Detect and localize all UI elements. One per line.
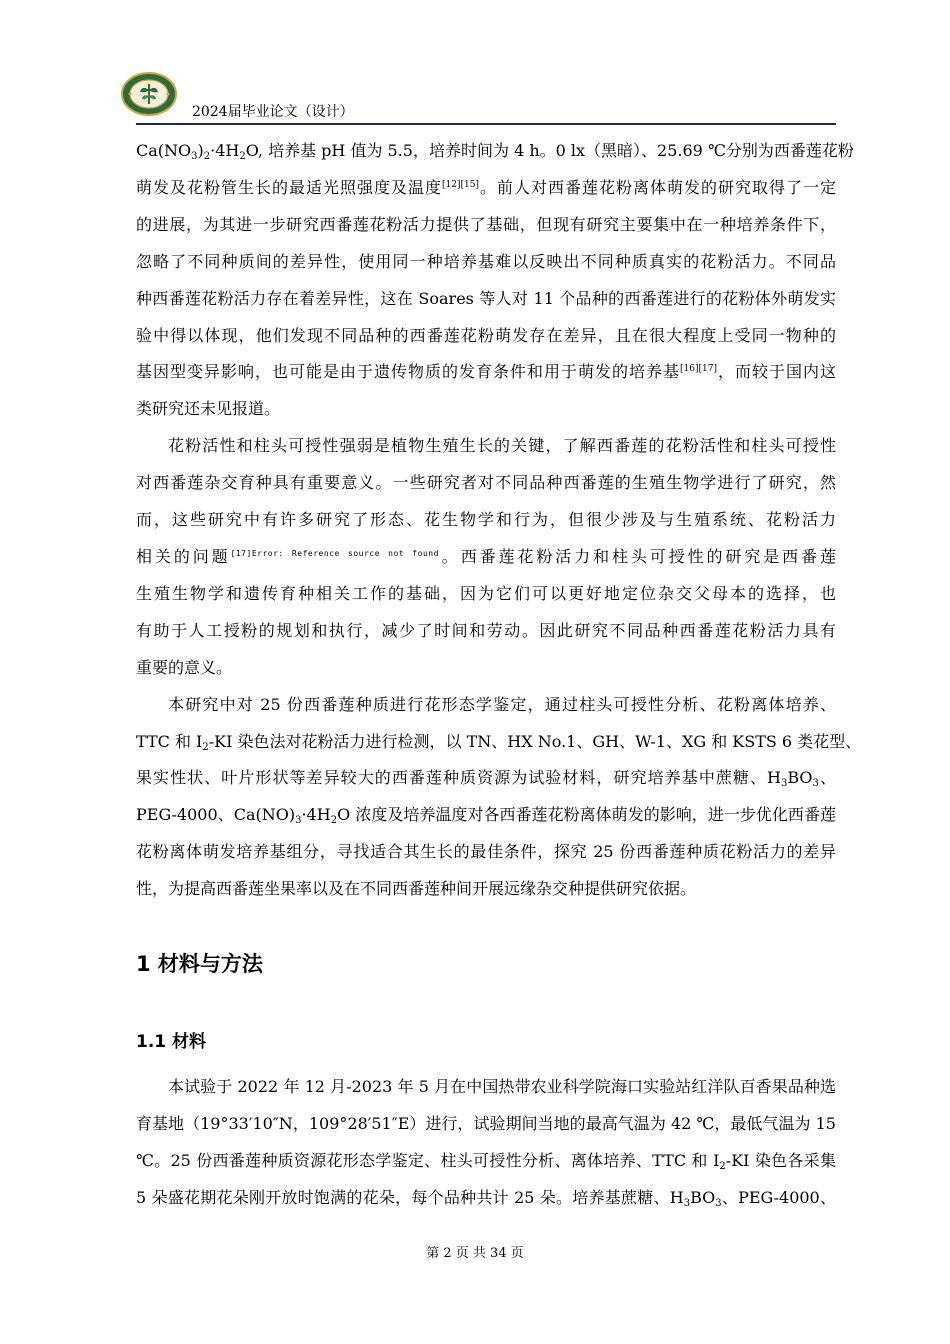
paragraph-4-line-3: ℃。25 份西番莲种质资源花形态学鉴定、柱头可授性分析、离体培养、TTC 和 $I_2-KI$ 染色各采集 [136,1150,836,1172]
citation[interactable]: [16][17] [680,364,717,375]
header-title: 2024届毕业论文（设计） [192,104,354,120]
paragraph-1-line-2: 萌发及花粉管生长的最适光照强度及温度[12][15]。前人对西番莲花粉离体萌发的研究取得了一定 [136,177,836,197]
paragraph-2 [136,428,836,686]
paragraph-4-line-1: 本试验于 2022 年 12 月-2023 年 5 月在中国热带农业科学院海口实验站红洋队百香果品种选 [168,1077,836,1096]
university-logo [120,72,178,116]
paragraph-3-line-6: 性，为提高西番莲坐果率以及在不同西番莲种间开展远缘杂交种提供研究依据。 [136,879,697,899]
subsection-heading: 1.1 材料 [136,1032,207,1052]
paragraph-1-line-7: 基因型变异影响，也可能是由于遗传物质的发育条件和用于萌发的培养基[16][17]，而较于国内这 [136,362,836,382]
paragraph-3-line-3: 果实性状、叶片形状等差异较大的西番莲种质资源为试验材料，研究培养基中蔗糖、$H_3BO_3$、 [136,768,836,790]
citation[interactable]: [12][15] [442,179,479,190]
paragraph-4-line-2: 育基地（19°33′10″N，109°28′51″E）进行，试验期间当地的最高气温为 42 ℃，最低气温为 15 [136,1113,836,1133]
paragraph-2-line-3: 而，这些研究中有许多研究了形态、花生物学和行为，但很少涉及与生殖系统、花粉活力 [136,510,836,530]
paragraph-1-line-1: $Ca(NO_3)_2\cdot 4H_2O$, 培养基 pH 值为 5.5，培养时间为 4 h。0 lx（黑暗）、25.69 ℃分别为西番莲花粉 [136,141,854,162]
document-body [136,133,862,908]
paragraph-1-line-4: 忽略了不同种质间的差异性，使用同一种培养基难以反映出不同种质真实的花粉活力。不同品 [136,251,836,271]
university-seal-icon [120,72,178,116]
section-heading: 1 材料与方法 [136,952,263,976]
header-rule [136,123,836,125]
paragraph-1-line-8: 类研究还未见报道。 [136,399,281,419]
paragraph-2-line-4: 相关的问题$^{[17]Error: Reference source not found}$。西番莲花粉活力和柱头可授性的研究是西番莲 [136,546,836,566]
paragraph-1-line-5: 种西番莲花粉活力存在着差异性，这在 Soares 等人对 11 个品种的西番莲进行的花粉体外萌发实 [136,288,836,308]
paragraph-1-line-3: 的进展，为其进一步研究西番莲花粉活力提供了基础，但现有研究主要集中在一种培养条件下， [136,214,836,234]
paragraph-2-line-5: 生殖生物学和遗传育种相关工作的基础，因为它们可以更好地定位杂交父母本的选择，也 [136,583,836,603]
paragraph-3-line-1: 本研究中对 25 份西番莲种质进行花形态学鉴定，通过柱头可授性分析、花粉离体培养、 [168,694,836,714]
paragraph-3-line-5: 花粉离体萌发培养基组分，寻找适合其生长的最佳条件，探究 25 份西番莲种质花粉活力的差异 [136,842,836,862]
paragraph-3-line-2: TTC 和 $I_2-KI$ 染色法对花粉活力进行检测，以 TN、HX No.1、GH、W-1、XG 和 KSTS 6 类花型、 [136,731,862,753]
paragraph-1-line-6: 验中得以体现，他们发现不同品种的西番莲花粉萌发存在差异，且在很大程度上受同一物种的 [136,325,836,345]
paragraph-2-line-1: 花粉活性和柱头可授性强弱是植物生殖生长的关键，了解西番莲的花粉活性和柱头可授性 [168,436,836,456]
page-number-footer: 第 2 页 共 34 页 [426,1246,524,1261]
paragraph-3-line-4: PEG-4000、$Ca(NO)_3\cdot 4H_2O$ 浓度及培养温度对各西番莲花粉离体萌发的影响，进一步优化西番莲 [136,805,836,827]
paragraph-2-line-7: 重要的意义。 [136,657,233,677]
document-body-continued [136,1069,836,1217]
paragraph-2-line-6: 有助于人工授粉的规划和执行，减少了时间和劳动。因此研究不同品种西番莲花粉活力具有 [136,620,836,640]
paragraph-4-line-4: 5 朵盛花期花朵刚开放时饱满的花朵，每个品种共计 25 朵。培养基蔗糖、$H_3BO_3$、PEG-4000、 [136,1187,836,1209]
paragraph-2-line-2: 对西番莲杂交育种具有重要意义。一些研究者对不同品种西番莲的生殖生物学进行了研究，然 [136,473,836,493]
citation-error[interactable]: [17]Error: Reference source not found [230,548,439,558]
paragraph-3 [136,687,862,908]
paragraph-1 [136,133,854,428]
paragraph-4 [136,1069,836,1217]
